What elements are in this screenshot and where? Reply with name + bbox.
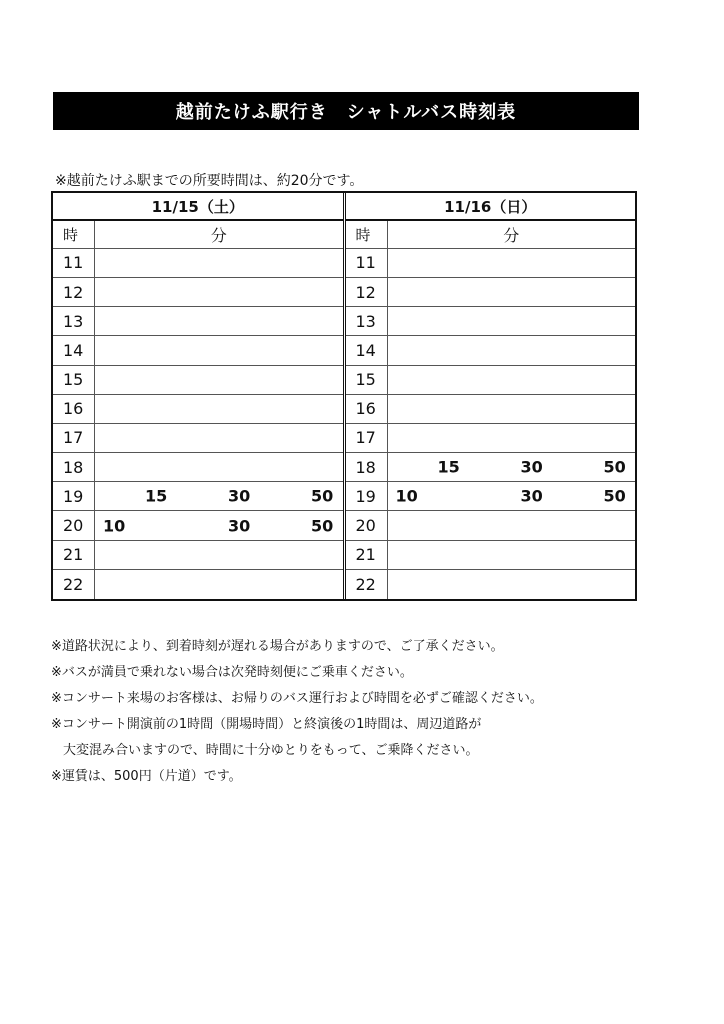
minute-cell bbox=[95, 453, 343, 481]
minute-cell bbox=[95, 511, 343, 539]
departure-minute: 30 bbox=[520, 486, 543, 506]
timetable-rows bbox=[53, 249, 343, 599]
departure-minute: 15 bbox=[145, 486, 168, 506]
table-row bbox=[53, 424, 343, 453]
hour-cell: 17 bbox=[346, 424, 388, 452]
minute-cell bbox=[95, 541, 343, 569]
hour-cell: 14 bbox=[346, 336, 388, 364]
hour-cell: 12 bbox=[53, 278, 95, 306]
minute-cell bbox=[95, 278, 343, 306]
hour-cell: 20 bbox=[53, 511, 95, 539]
note-line: ※コンサート開演前の1時間（開場時間）と終演後の1時間は、周辺道路が bbox=[51, 717, 482, 732]
table-row bbox=[346, 307, 636, 336]
table-row bbox=[346, 249, 636, 278]
hour-cell: 11 bbox=[53, 249, 95, 277]
table-row bbox=[53, 278, 343, 307]
day-block-saturday bbox=[53, 193, 346, 599]
travel-time-note: ※越前たけふ駅までの所要時間は、約20分です。 bbox=[55, 173, 364, 189]
departure-minute: 10 bbox=[395, 486, 418, 506]
minute-cell bbox=[95, 307, 343, 335]
table-row bbox=[53, 541, 343, 570]
departure-minute: 30 bbox=[520, 457, 543, 477]
timetable-rows bbox=[346, 249, 636, 599]
hour-cell: 20 bbox=[346, 511, 388, 539]
table-row bbox=[53, 249, 343, 278]
hour-cell: 18 bbox=[346, 453, 388, 481]
hour-cell: 12 bbox=[346, 278, 388, 306]
minute-cell bbox=[388, 307, 636, 335]
table-row bbox=[346, 336, 636, 365]
minute-cell bbox=[388, 570, 636, 599]
minute-cell bbox=[388, 453, 636, 481]
minute-cell bbox=[95, 249, 343, 277]
hour-column-label: 時 bbox=[53, 221, 95, 247]
note-line: ※道路状況により、到着時刻が遅れる場合がありますので、ご了承ください。 bbox=[51, 639, 504, 654]
minute-column-label: 分 bbox=[210, 226, 227, 246]
table-row bbox=[346, 366, 636, 395]
page-title: 越前たけふ駅行き シャトルバス時刻表 bbox=[53, 92, 639, 130]
table-row bbox=[53, 336, 343, 365]
note-line: ※運賃は、500円（片道）です。 bbox=[51, 769, 242, 784]
hour-cell: 22 bbox=[346, 570, 388, 599]
hour-cell: 19 bbox=[346, 482, 388, 510]
hour-cell: 21 bbox=[346, 541, 388, 569]
notes-section bbox=[51, 634, 671, 790]
timetable bbox=[51, 191, 637, 601]
column-header bbox=[346, 221, 636, 248]
table-row bbox=[346, 541, 636, 570]
minute-cell bbox=[95, 395, 343, 423]
minute-cell bbox=[95, 424, 343, 452]
table-row bbox=[346, 395, 636, 424]
minute-cell bbox=[388, 336, 636, 364]
minute-cell bbox=[388, 395, 636, 423]
minute-cell bbox=[388, 482, 636, 510]
minute-cell bbox=[95, 366, 343, 394]
hour-cell: 13 bbox=[346, 307, 388, 335]
departure-minute: 10 bbox=[103, 516, 126, 536]
minute-cell bbox=[95, 336, 343, 364]
table-row bbox=[346, 482, 636, 511]
minute-cell bbox=[95, 570, 343, 599]
table-row bbox=[53, 482, 343, 511]
hour-cell: 18 bbox=[53, 453, 95, 481]
table-row bbox=[53, 395, 343, 424]
table-row bbox=[346, 453, 636, 482]
departure-minute: 30 bbox=[228, 516, 251, 536]
minute-cell bbox=[388, 278, 636, 306]
day-block-sunday bbox=[346, 193, 636, 599]
departure-minute: 50 bbox=[603, 486, 626, 506]
minute-cell bbox=[388, 366, 636, 394]
table-row bbox=[53, 453, 343, 482]
minute-column-label: 分 bbox=[503, 226, 520, 246]
table-row bbox=[53, 307, 343, 336]
table-row bbox=[53, 570, 343, 599]
table-row bbox=[346, 570, 636, 599]
note-line: 大変混み合いますので、時間に十分ゆとりをもって、ご乗降ください。 bbox=[63, 743, 479, 758]
column-header bbox=[53, 221, 343, 248]
note-line: ※バスが満員で乗れない場合は次発時刻便にご乗車ください。 bbox=[51, 665, 413, 680]
day-header: 11/16（日） bbox=[346, 193, 636, 221]
minute-cell bbox=[388, 511, 636, 539]
hour-cell: 15 bbox=[346, 366, 388, 394]
hour-cell: 22 bbox=[53, 570, 95, 599]
table-row bbox=[346, 278, 636, 307]
table-row bbox=[346, 424, 636, 453]
departure-minute: 50 bbox=[311, 516, 334, 536]
minute-cell bbox=[388, 424, 636, 452]
hour-cell: 15 bbox=[53, 366, 95, 394]
departure-minute: 50 bbox=[603, 457, 626, 477]
departure-minute: 30 bbox=[228, 486, 251, 506]
table-row bbox=[53, 366, 343, 395]
note-line: ※コンサート来場のお客様は、お帰りのバス運行および時間を必ずご確認ください。 bbox=[51, 691, 543, 706]
minute-cell bbox=[388, 249, 636, 277]
hour-cell: 14 bbox=[53, 336, 95, 364]
minute-cell bbox=[95, 482, 343, 510]
hour-cell: 13 bbox=[53, 307, 95, 335]
hour-cell: 21 bbox=[53, 541, 95, 569]
table-row bbox=[346, 511, 636, 540]
hour-cell: 16 bbox=[53, 395, 95, 423]
hour-cell: 19 bbox=[53, 482, 95, 510]
hour-cell: 16 bbox=[346, 395, 388, 423]
hour-cell: 11 bbox=[346, 249, 388, 277]
hour-column-label: 時 bbox=[346, 221, 388, 247]
day-header: 11/15（土） bbox=[53, 193, 343, 221]
hour-cell: 17 bbox=[53, 424, 95, 452]
minute-cell bbox=[388, 541, 636, 569]
departure-minute: 15 bbox=[437, 457, 460, 477]
departure-minute: 50 bbox=[311, 486, 334, 506]
table-row bbox=[53, 511, 343, 540]
